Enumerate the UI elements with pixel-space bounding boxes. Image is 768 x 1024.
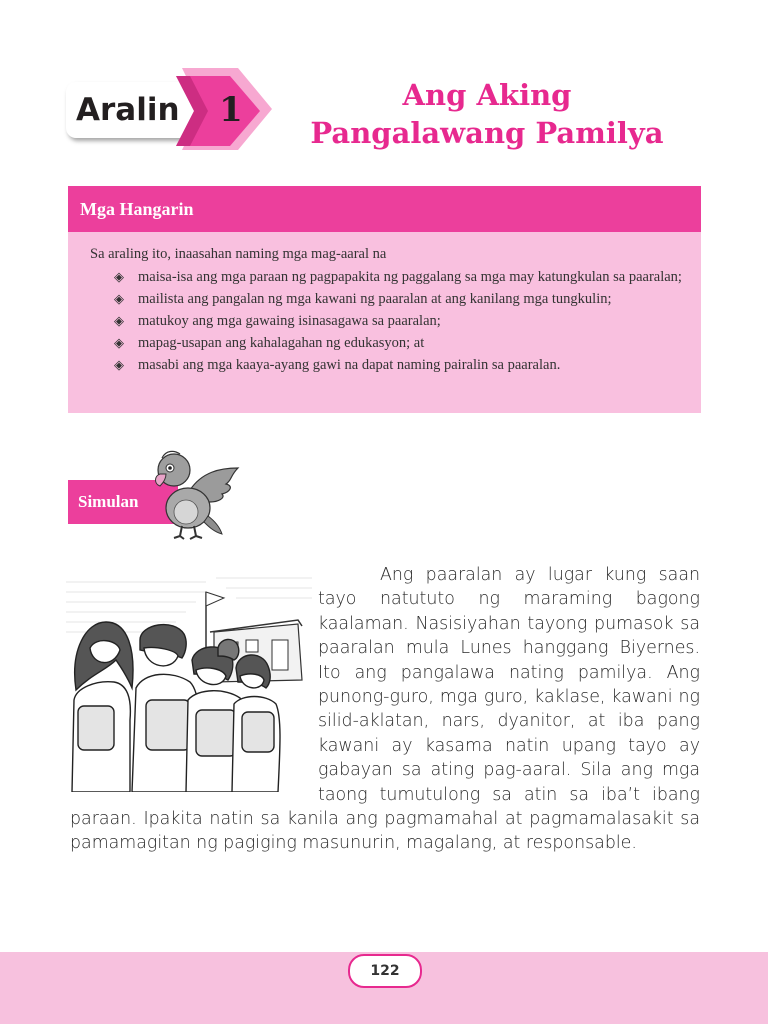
lesson-number: 1 xyxy=(219,90,243,130)
diamond-bullet-icon: ◈ xyxy=(114,291,124,306)
list-item: ◈ masabi ang mga kaaya-ayang gawi na dapat naming pairalin sa paaralan. xyxy=(112,354,687,376)
lesson-title xyxy=(272,76,702,152)
goals-intro: Sa araling ito, inaasahan naming mga mag-aaral na xyxy=(90,246,387,262)
aralin-label: Aralin xyxy=(76,92,180,128)
diamond-bullet-icon: ◈ xyxy=(114,313,124,328)
bird-mascot-icon xyxy=(150,446,242,542)
goals-box xyxy=(68,232,701,413)
goals-heading: Mga Hangarin xyxy=(80,199,194,219)
reading-paragraph: Ang paaralan ay lugar kung saan tayo natututo ng maraming bagong kaalaman. Nasisiyahan tayong pumasok sa paaralan mula Lunes hanggang Biyernes. Ito ang pangalawa nating pamilya. Ang punong-guro, mga guro, kaklase, kawani ng silid-aklatan, nars, dyanitor, at iba pang kawani ay kasama natin upang tayo ay gabayan sa ating pag-aaral. Sila ang mga taong tumutulong sa atin sa iba’t ibang paraan. Ipakita natin sa kanila ang pagmamahal at pagmamalasakit sa pamamagitan ng pagiging masunurin, magalang, at responsable. xyxy=(70,565,700,854)
diamond-bullet-icon: ◈ xyxy=(114,269,124,284)
simulan-heading: Simulan xyxy=(78,492,139,511)
list-item: ◈ matukoy ang mga gawaing isinasagawa sa paaralan; xyxy=(112,310,687,332)
list-item: ◈ mapag-usapan ang kahalagahan ng edukasyon; at xyxy=(112,332,687,354)
list-item: ◈ mailista ang pangalan ng mga kawani ng paaralan at ang kanilang mga tungkulin; xyxy=(112,288,687,310)
illustration-spacer xyxy=(70,563,318,795)
page-number: 122 xyxy=(348,954,422,988)
lesson-title-line-2: Pangalawang Pamilya xyxy=(310,116,664,150)
goals-list xyxy=(112,266,687,376)
diamond-bullet-icon: ◈ xyxy=(114,335,124,350)
list-item: ◈ maisa-isa ang mga paraan ng pagpapakita ng paggalang sa mga may katungkulan sa paaralan; xyxy=(112,266,687,288)
diamond-bullet-icon: ◈ xyxy=(114,357,124,372)
lesson-title-line-1: Ang Aking xyxy=(402,78,572,112)
goals-header xyxy=(68,186,701,232)
